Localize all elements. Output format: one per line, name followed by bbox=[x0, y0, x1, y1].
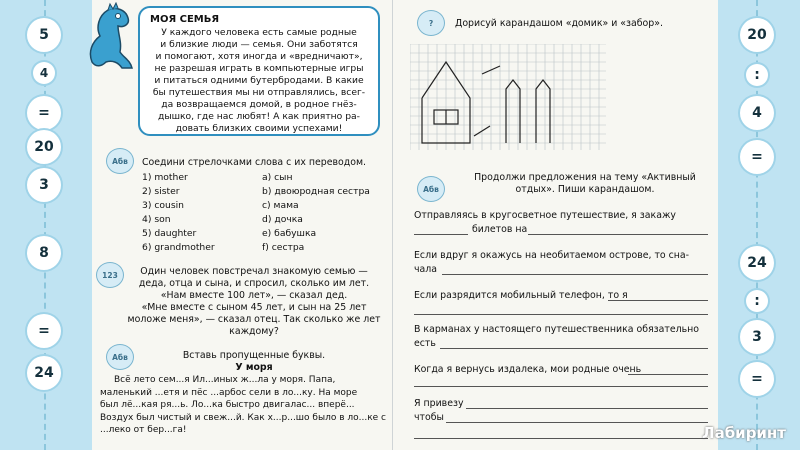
strip-number: : bbox=[746, 290, 768, 312]
russian-word: f) сестра bbox=[262, 242, 305, 253]
math-line: моложе меня», — сказал отец. Так сколько же лет bbox=[127, 314, 381, 325]
task-badge-letters: Абв bbox=[106, 344, 134, 370]
math-line: деда, отца и сына, и спросил, сколько им лет. bbox=[138, 278, 370, 289]
sentence-prompt: есть bbox=[414, 338, 436, 349]
sentences-instruction bbox=[450, 172, 720, 196]
drawing-instruction: Дорисуй карандашом «домик» и «забор». bbox=[455, 18, 663, 29]
family-box-line: дышко, где нас любят! А как приятно ра- bbox=[157, 111, 360, 122]
family-box-line: не разрешая играть в компьютерные игры bbox=[154, 63, 364, 74]
sentence-prompt: чала bbox=[414, 264, 438, 275]
story-line: Воздух был чистый и свеж...й. Как х...р...шо было в ло...ке с bbox=[100, 412, 386, 423]
english-word: 5) daughter bbox=[142, 228, 197, 239]
math-line: «Мне вместе с сыном 45 лет, и сын на 25 лет bbox=[141, 302, 367, 313]
dinosaur-icon bbox=[78, 2, 134, 72]
strip-number: 20 bbox=[740, 18, 774, 52]
sentence-prompt: Если разрядится мобильный телефон, то я bbox=[414, 290, 628, 301]
sentence-prompt: В карманах у настоящего путешественника обязательно bbox=[414, 324, 700, 335]
strip-number: 3 bbox=[740, 320, 774, 354]
answer-line[interactable] bbox=[608, 300, 708, 301]
story-line: был лё...кая ря...ь. Ло...ка быстро двигалас... вперё... bbox=[100, 400, 355, 410]
strip-number: = bbox=[27, 314, 61, 348]
letters-instruction: Вставь пропущенные буквы. bbox=[182, 350, 326, 361]
strip-number: = bbox=[27, 96, 61, 130]
sentence-prompt: билетов на bbox=[472, 224, 528, 235]
strip-number: = bbox=[740, 362, 774, 396]
strip-number: 4 bbox=[33, 62, 55, 84]
english-word: 3) cousin bbox=[142, 200, 185, 211]
sentences-instruction-line: Продолжи предложения на тему «Активный bbox=[474, 172, 696, 183]
russian-word: b) двоюродная сестра bbox=[262, 186, 370, 197]
labirint-watermark: Лабиринт bbox=[702, 424, 786, 442]
math-line: «Нам вместе 100 лет», — сказал дед. bbox=[160, 290, 348, 301]
strip-number: 24 bbox=[27, 356, 61, 390]
sentence-prompt: Я привезу bbox=[414, 398, 464, 409]
task-badge-letters: Абв bbox=[417, 176, 445, 202]
english-word: 6) grandmother bbox=[142, 242, 215, 253]
family-box-line: и питаться одними бутербродами. В какие bbox=[154, 75, 364, 86]
family-box-line: бы путешествия мы ни отправлялись, всег- bbox=[152, 87, 366, 98]
russian-word: c) мама bbox=[262, 200, 299, 211]
strip-number: 5 bbox=[27, 18, 61, 52]
strip-number: 3 bbox=[27, 168, 61, 202]
strip-number: : bbox=[746, 64, 768, 86]
russian-word: a) сын bbox=[262, 172, 293, 183]
left-page bbox=[0, 0, 393, 450]
task-badge-letters: Абв bbox=[106, 148, 134, 174]
answer-line[interactable] bbox=[414, 438, 708, 439]
strip-number: 4 bbox=[740, 96, 774, 130]
russian-word: d) дочка bbox=[262, 214, 303, 225]
answer-line[interactable] bbox=[440, 348, 708, 349]
answer-line[interactable] bbox=[414, 386, 708, 387]
story-line: Всё лето сем...я Ил...иных ж...ла у моря. Папа, bbox=[114, 375, 336, 385]
english-word: 4) son bbox=[142, 214, 171, 225]
family-box-line: довать близких своими успехами! bbox=[175, 123, 343, 134]
task-badge-numbers: 123 bbox=[96, 262, 124, 288]
english-word: 1) mother bbox=[142, 172, 188, 183]
sentence-prompt: Если вдруг я окажусь на необитаемом острове, то сна- bbox=[414, 250, 690, 261]
sentence-prompt: Отправляясь в кругосветное путешествие, я закажу bbox=[414, 210, 676, 221]
sentence-prompt: чтобы bbox=[414, 412, 444, 423]
sentence-prompt: Когда я вернусь издалека, мои родные очень bbox=[414, 364, 642, 375]
math-line: каждому? bbox=[229, 326, 279, 337]
family-box-line: и близкие люди — семья. Они заботятся bbox=[160, 39, 358, 50]
family-box-line: да возвращаемся домой, в родное гнёз- bbox=[161, 99, 357, 110]
answer-line[interactable] bbox=[628, 374, 708, 375]
answer-line[interactable] bbox=[528, 234, 708, 235]
task-badge-question: ? bbox=[417, 10, 445, 36]
answer-line[interactable] bbox=[414, 314, 708, 315]
answer-line[interactable] bbox=[446, 422, 708, 423]
family-box-line: У каждого человека есть самые родные bbox=[161, 27, 357, 38]
sentences-instruction-line: отдых». Пиши карандашом. bbox=[515, 184, 655, 195]
story-line: ...леко от бер...га! bbox=[100, 425, 187, 435]
family-info-box bbox=[138, 6, 380, 136]
story-line: маленький ...етя и пёс ...арбос сели в ло...ку. На море bbox=[100, 387, 358, 398]
answer-line[interactable] bbox=[442, 274, 708, 275]
strip-number: 24 bbox=[740, 246, 774, 280]
story-text bbox=[100, 374, 390, 437]
english-word: 2) sister bbox=[142, 186, 180, 197]
math-problem-text bbox=[118, 266, 390, 338]
answer-line[interactable] bbox=[414, 234, 468, 235]
strip-number: 8 bbox=[27, 236, 61, 270]
strip-number: = bbox=[740, 140, 774, 174]
family-box-title: МОЯ СЕМЬЯ bbox=[150, 14, 220, 25]
family-box-line: и помогают, хотя иногда и «вредничают», bbox=[155, 51, 363, 62]
math-line: Один человек повстречал знакомую семью — bbox=[140, 266, 368, 277]
drawing-grid[interactable] bbox=[410, 44, 606, 150]
strip-number: 20 bbox=[27, 130, 61, 164]
story-title: У моря bbox=[235, 362, 273, 373]
matching-instruction: Соедини стрелочками слова с их переводом. bbox=[142, 157, 367, 168]
right-number-strip bbox=[718, 0, 800, 450]
russian-word: e) бабушка bbox=[262, 228, 317, 239]
answer-line[interactable] bbox=[466, 408, 708, 409]
